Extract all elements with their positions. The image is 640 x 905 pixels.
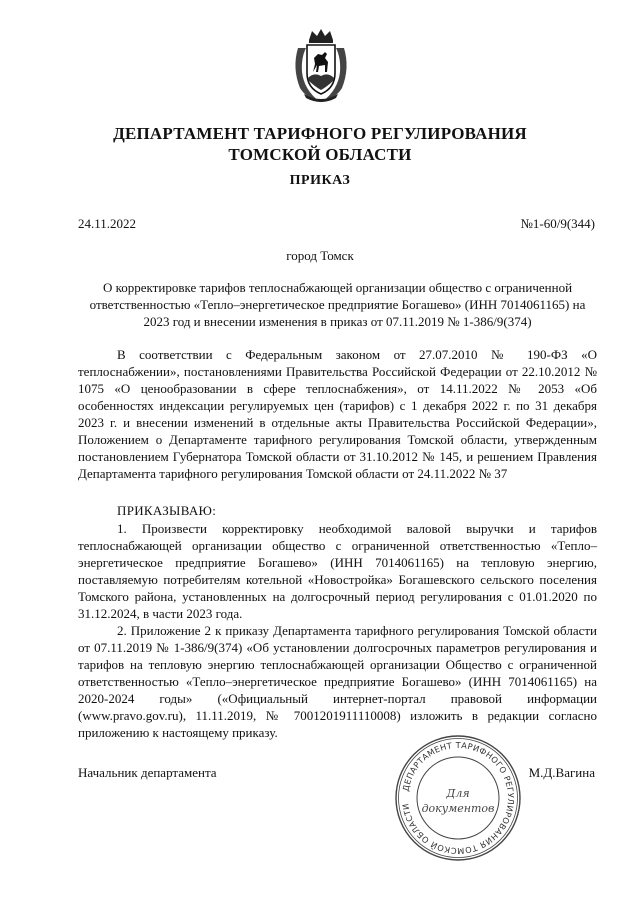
document-type: ПРИКАЗ [289, 173, 351, 188]
stamp-ring-text: ДЕПАРТАМЕНТ ТАРИФНОГО РЕГУЛИРОВАНИЯ ТОМСКОЙ ОБЛАСТИ [400, 739, 517, 857]
document-number: №1-60/9(344) [520, 216, 595, 231]
order-word: ПРИКАЗЫВАЮ: [117, 503, 217, 518]
preamble [78, 346, 597, 482]
order-item-1: 1. Произвести корректировку необходимой валовой выручки и тарифов теплоснабжающей организации общество с ограниченной ответственностью «Тепло–энергетическое предприятие Богашево» (ИНН 7014061165) на тепловую энергию, поставляемую потребителям котельной «Новостройка» Богашевского сельского поселения Томского района, установленных на долгосрочный период регулирования с 01.01.2020 по 31.12.2024, в части 2023 года. [78, 521, 597, 621]
preamble-text: В соответствии с Федеральным законом от 27.07.2010 № 190-ФЗ «О теплоснабжении», постановлениями Правительства Российской Федерации от 22.10.2012 № 1075 «О ценообразовании в сфере теплоснабжения», от 14.11.2022 № 2053 «Об особенностях индексации регулируемых цен (тарифов) с 1 декабря 2022 г. по 31 декабря 2023 г. и внесении изменений в отдельные акты Правительства Российской Федерации», Положением о Департаменте тарифного регулирования Томской области, утвержденным постановлением Губернатора Томской области от 31.10.2012 № 145, и решением Правления Департамента тарифного регулирования Томской области от 24.11.2022 № 37 [78, 347, 597, 481]
signatory-name: М.Д.Вагина [528, 765, 595, 780]
document-subject: О корректировке тарифов теплоснабжающей организации общество с ограниченной ответственностью «Тепло–энергетическое предприятие Богашево» (ИНН 7014061165) на 2023 год и внесении изменения в приказ от 07.11.2019 № 1-386/9(374) [89, 280, 586, 329]
department-title [60, 123, 580, 165]
department-title-line1: ДЕПАРТАМЕНТ ТАРИФНОГО РЕГУЛИРОВАНИЯ [113, 124, 527, 143]
signatory-title: Начальник департамента [78, 765, 217, 780]
coat-of-arms-icon [292, 28, 350, 104]
document-city: город Томск [286, 248, 354, 263]
stamp-center-line2: документов [421, 802, 495, 815]
document-date: 24.11.2022 [78, 216, 137, 231]
official-stamp [393, 733, 523, 863]
department-title-line2: ТОМСКОЙ ОБЛАСТИ [228, 145, 412, 164]
order-item-2: 2. Приложение 2 к приказу Департамента тарифного регулирования Томской области от 07.11.2019 № 1-386/9(374) «Об установлении долгосрочных параметров регулирования и тарифов на тепловую энергию теплоснабжающей организации Общество с ограниченной ответственностью «Тепло–энергетическое предприятие Богашево» (ИНН 7014061165) на 2020-2024 годы» («Официальный интернет-портал правовой информации (www.pravo.gov.ru), 11.11.2019, № 7001201911110008) изложить в редакции согласно приложению к настоящему приказу. [78, 623, 597, 740]
order-items [78, 520, 597, 741]
stamp-center-line1: Для [446, 787, 470, 800]
